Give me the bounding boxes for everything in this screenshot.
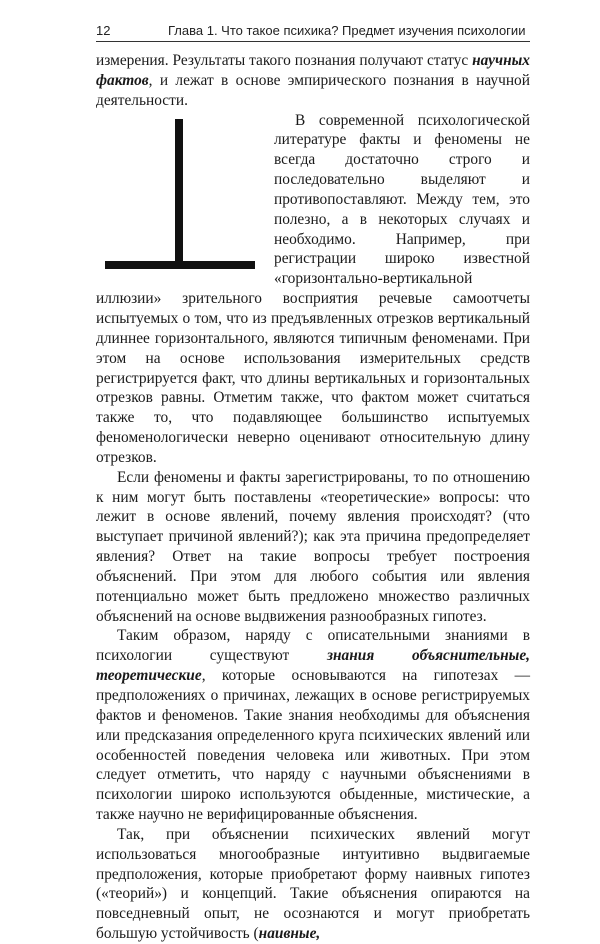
vertical-segment: [175, 119, 183, 261]
paragraph-3: [96, 468, 530, 627]
chapter-title: Глава 1. Что такое психика? Предмет изучения психологии: [168, 23, 526, 38]
horizontal-segment: [105, 261, 255, 269]
paragraph-text: , которые основываются на гипотезах — предположениях о причинах, лежащих в основе регистрируемых фактов и феноменов. Такие знания необходимы для объяснения или предсказания определенного круга психических явлений или особенностей поведения человека или животных. При этом следует отметить, что наряду с научными объяснениями в психологии широко используются обыденные, мистические, а также научно не верифицированные объяснения.: [96, 667, 530, 824]
paragraph-text: , и лежат в основе эмпирического познания в научной деятельности.: [96, 71, 530, 109]
page-number: 12: [96, 23, 111, 38]
paragraph-4: [96, 626, 530, 824]
paragraph-text: Если феномены и факты зарегистрированы, то по отношению к ним могут быть поставлены «теоретические» вопросы: что лежит в основе явлений, почему явления происходят? (что выступает причиной явлений?); как эта причина предопределяет явления? Ответ на такие вопросы требует построения объяснений. При этом для любого события или явления потенциально может быть предложено множество различных объяснений на основе выдвижения разнообразных гипотез.: [96, 468, 530, 625]
paragraph-text: Так, при объяснении психических явлений могут использоваться многообразные интуитивно выдвигаемые предположения, которые приобретают форму наивных гипотез («теорий») и концепций. Такие объяснения опираются на повседневный опыт, не осознаются и могут приобретать большую устойчивость (: [96, 825, 530, 943]
paragraph-text: Таким образом, наряду с описательными знаниями в психологии существуют: [96, 627, 530, 665]
paragraph-text: измерения. Результаты такого познания получают статус: [96, 52, 473, 69]
running-header: [96, 21, 530, 42]
emphasis-term: научных фактов: [96, 52, 530, 89]
paragraph-1: [96, 51, 530, 111]
paragraph-2: [96, 111, 530, 468]
paragraph-text: В современной психологической литературе факты и феномены не всегда достаточно строго и последовательно выделяют и противопоставляют. Между тем, это полезно, а в некоторых случаях и необходимо. Например, при регистрации широко известной «горизонтально-вертикальной иллюзии» зрительного восприятия речевые самоотчеты испытуемых о том, что из предъявленных отрезков вертикальный длиннее горизонтального, являются типичным феноменами. При этом на основе использования измерительных средств регистрируется факт, что длины вертикальных и горизонтальных отрезков равны. Отметим также, что фактом может считаться также то, что подавляющее большинство испытуемых феноменологически неверно оценивают относительную длину отрезков.: [96, 111, 530, 466]
emphasis-term: наивные,: [258, 925, 321, 943]
body-text: [96, 51, 530, 944]
paragraph-5: [96, 825, 530, 944]
emphasis-term: знания объяснительные, теоретические: [96, 647, 531, 685]
illusion-figure: [96, 111, 266, 287]
